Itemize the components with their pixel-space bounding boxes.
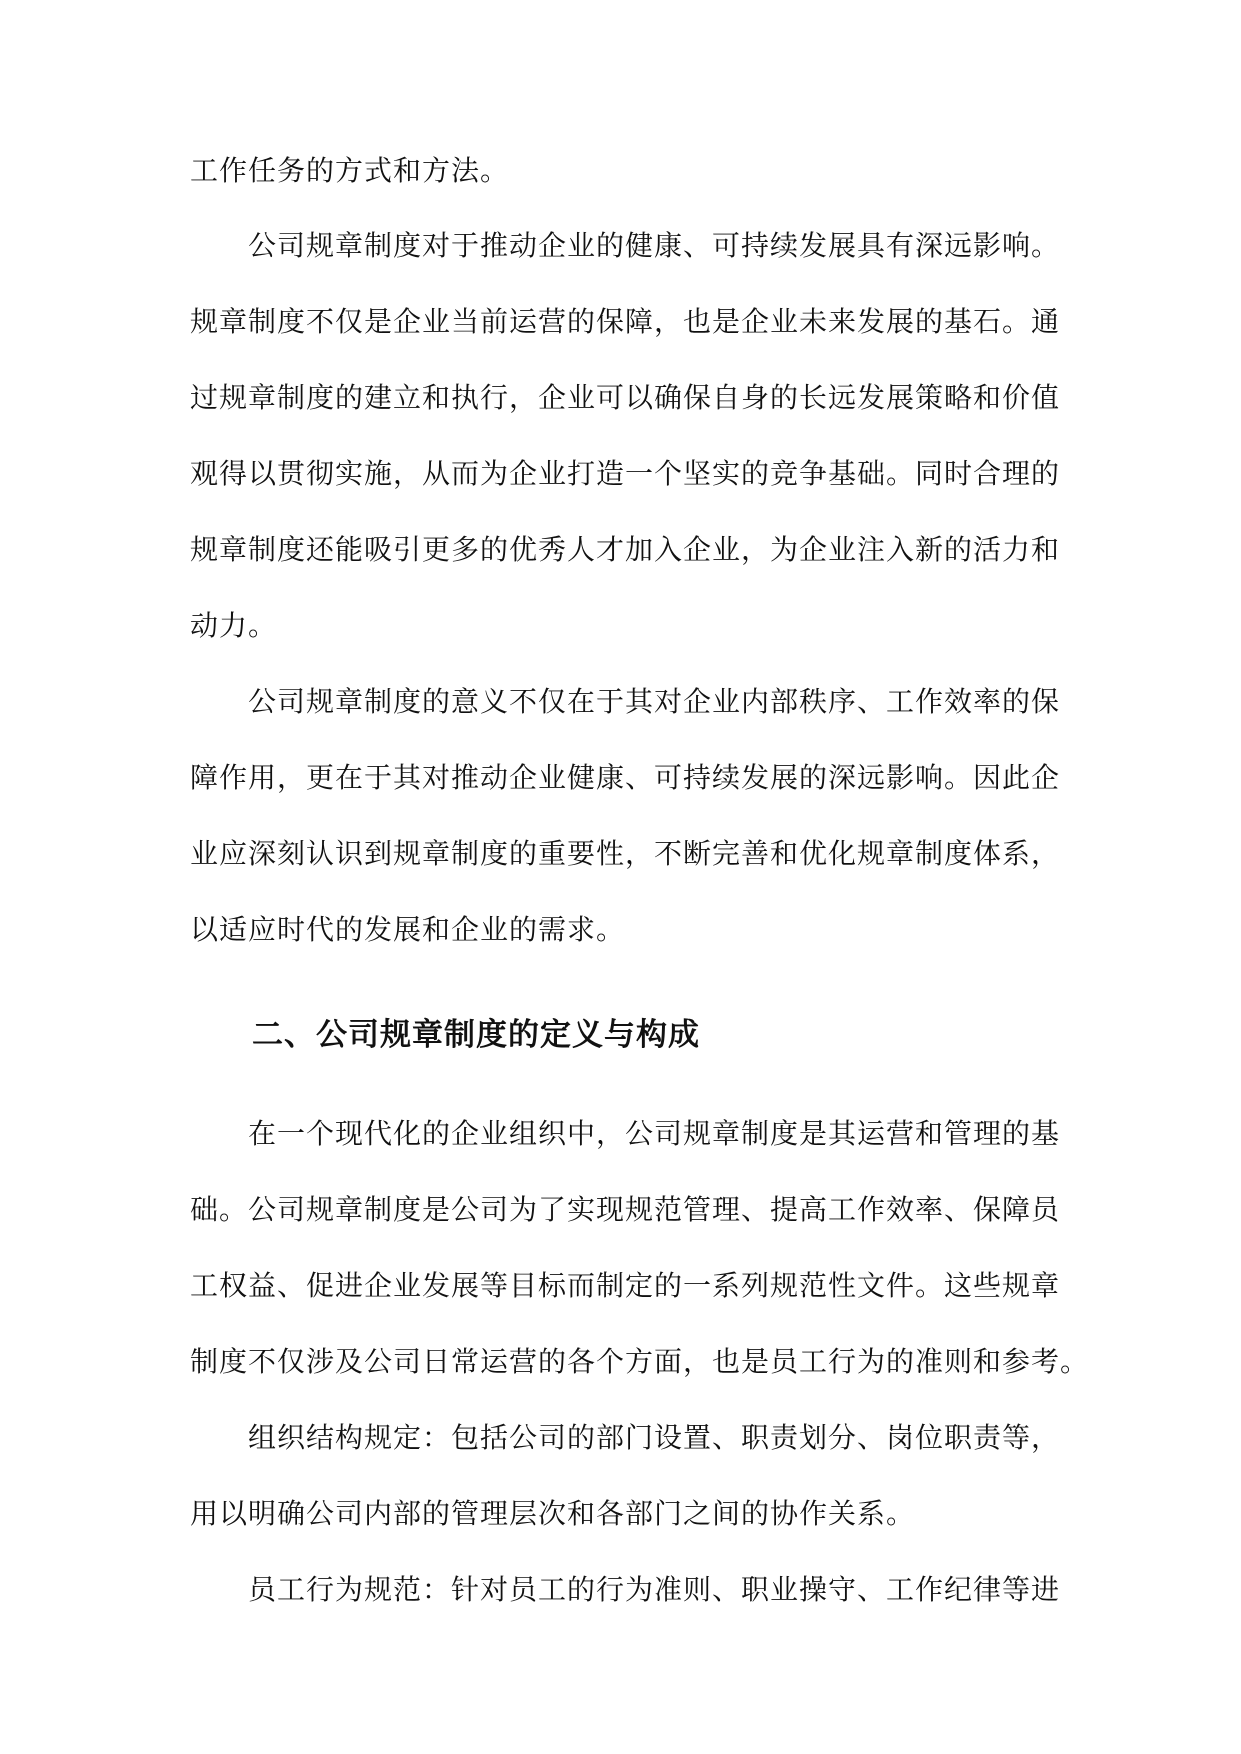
text-line: 工权益、促进企业发展等目标而制定的一系列规范性文件。这些规章	[190, 1269, 1061, 1302]
text-line: 规章制度不仅是企业当前运营的保障，也是企业未来发展的基石。通	[190, 305, 1061, 338]
text-line: 观得以贯彻实施，从而为企业打造一个坚实的竞争基础。同时合理的	[190, 457, 1061, 490]
text-line: 公司规章制度的意义不仅在于其对企业内部秩序、工作效率的保	[248, 685, 1061, 718]
text-line: 规章制度还能吸引更多的优秀人才加入企业，为企业注入新的活力和	[190, 533, 1061, 566]
section-heading: 二、公司规章制度的定义与构成	[252, 1017, 700, 1053]
text-line: 制度不仅涉及公司日常运营的各个方面，也是员工行为的准则和参考。	[190, 1345, 1090, 1378]
text-line: 动力。	[190, 609, 278, 642]
text-line: 工作任务的方式和方法。	[190, 154, 510, 187]
text-line: 公司规章制度对于推动企业的健康、可持续发展具有深远影响。	[248, 229, 1061, 262]
text-line: 组织结构规定：包括公司的部门设置、职责划分、岗位职责等，	[248, 1421, 1061, 1454]
text-line: 过规章制度的建立和执行，企业可以确保自身的长远发展策略和价值	[190, 381, 1061, 414]
text-line: 障作用，更在于其对推动企业健康、可持续发展的深远影响。因此企	[190, 761, 1061, 794]
text-line: 在一个现代化的企业组织中，公司规章制度是其运营和管理的基	[248, 1117, 1061, 1150]
text-line: 员工行为规范：针对员工的行为准则、职业操守、工作纪律等进	[248, 1573, 1061, 1606]
text-line: 以适应时代的发展和企业的需求。	[190, 913, 626, 946]
text-line: 用以明确公司内部的管理层次和各部门之间的协作关系。	[190, 1497, 916, 1530]
text-line: 业应深刻认识到规章制度的重要性，不断完善和优化规章制度体系，	[190, 837, 1061, 870]
text-line: 础。公司规章制度是公司为了实现规范管理、提高工作效率、保障员	[190, 1193, 1061, 1226]
